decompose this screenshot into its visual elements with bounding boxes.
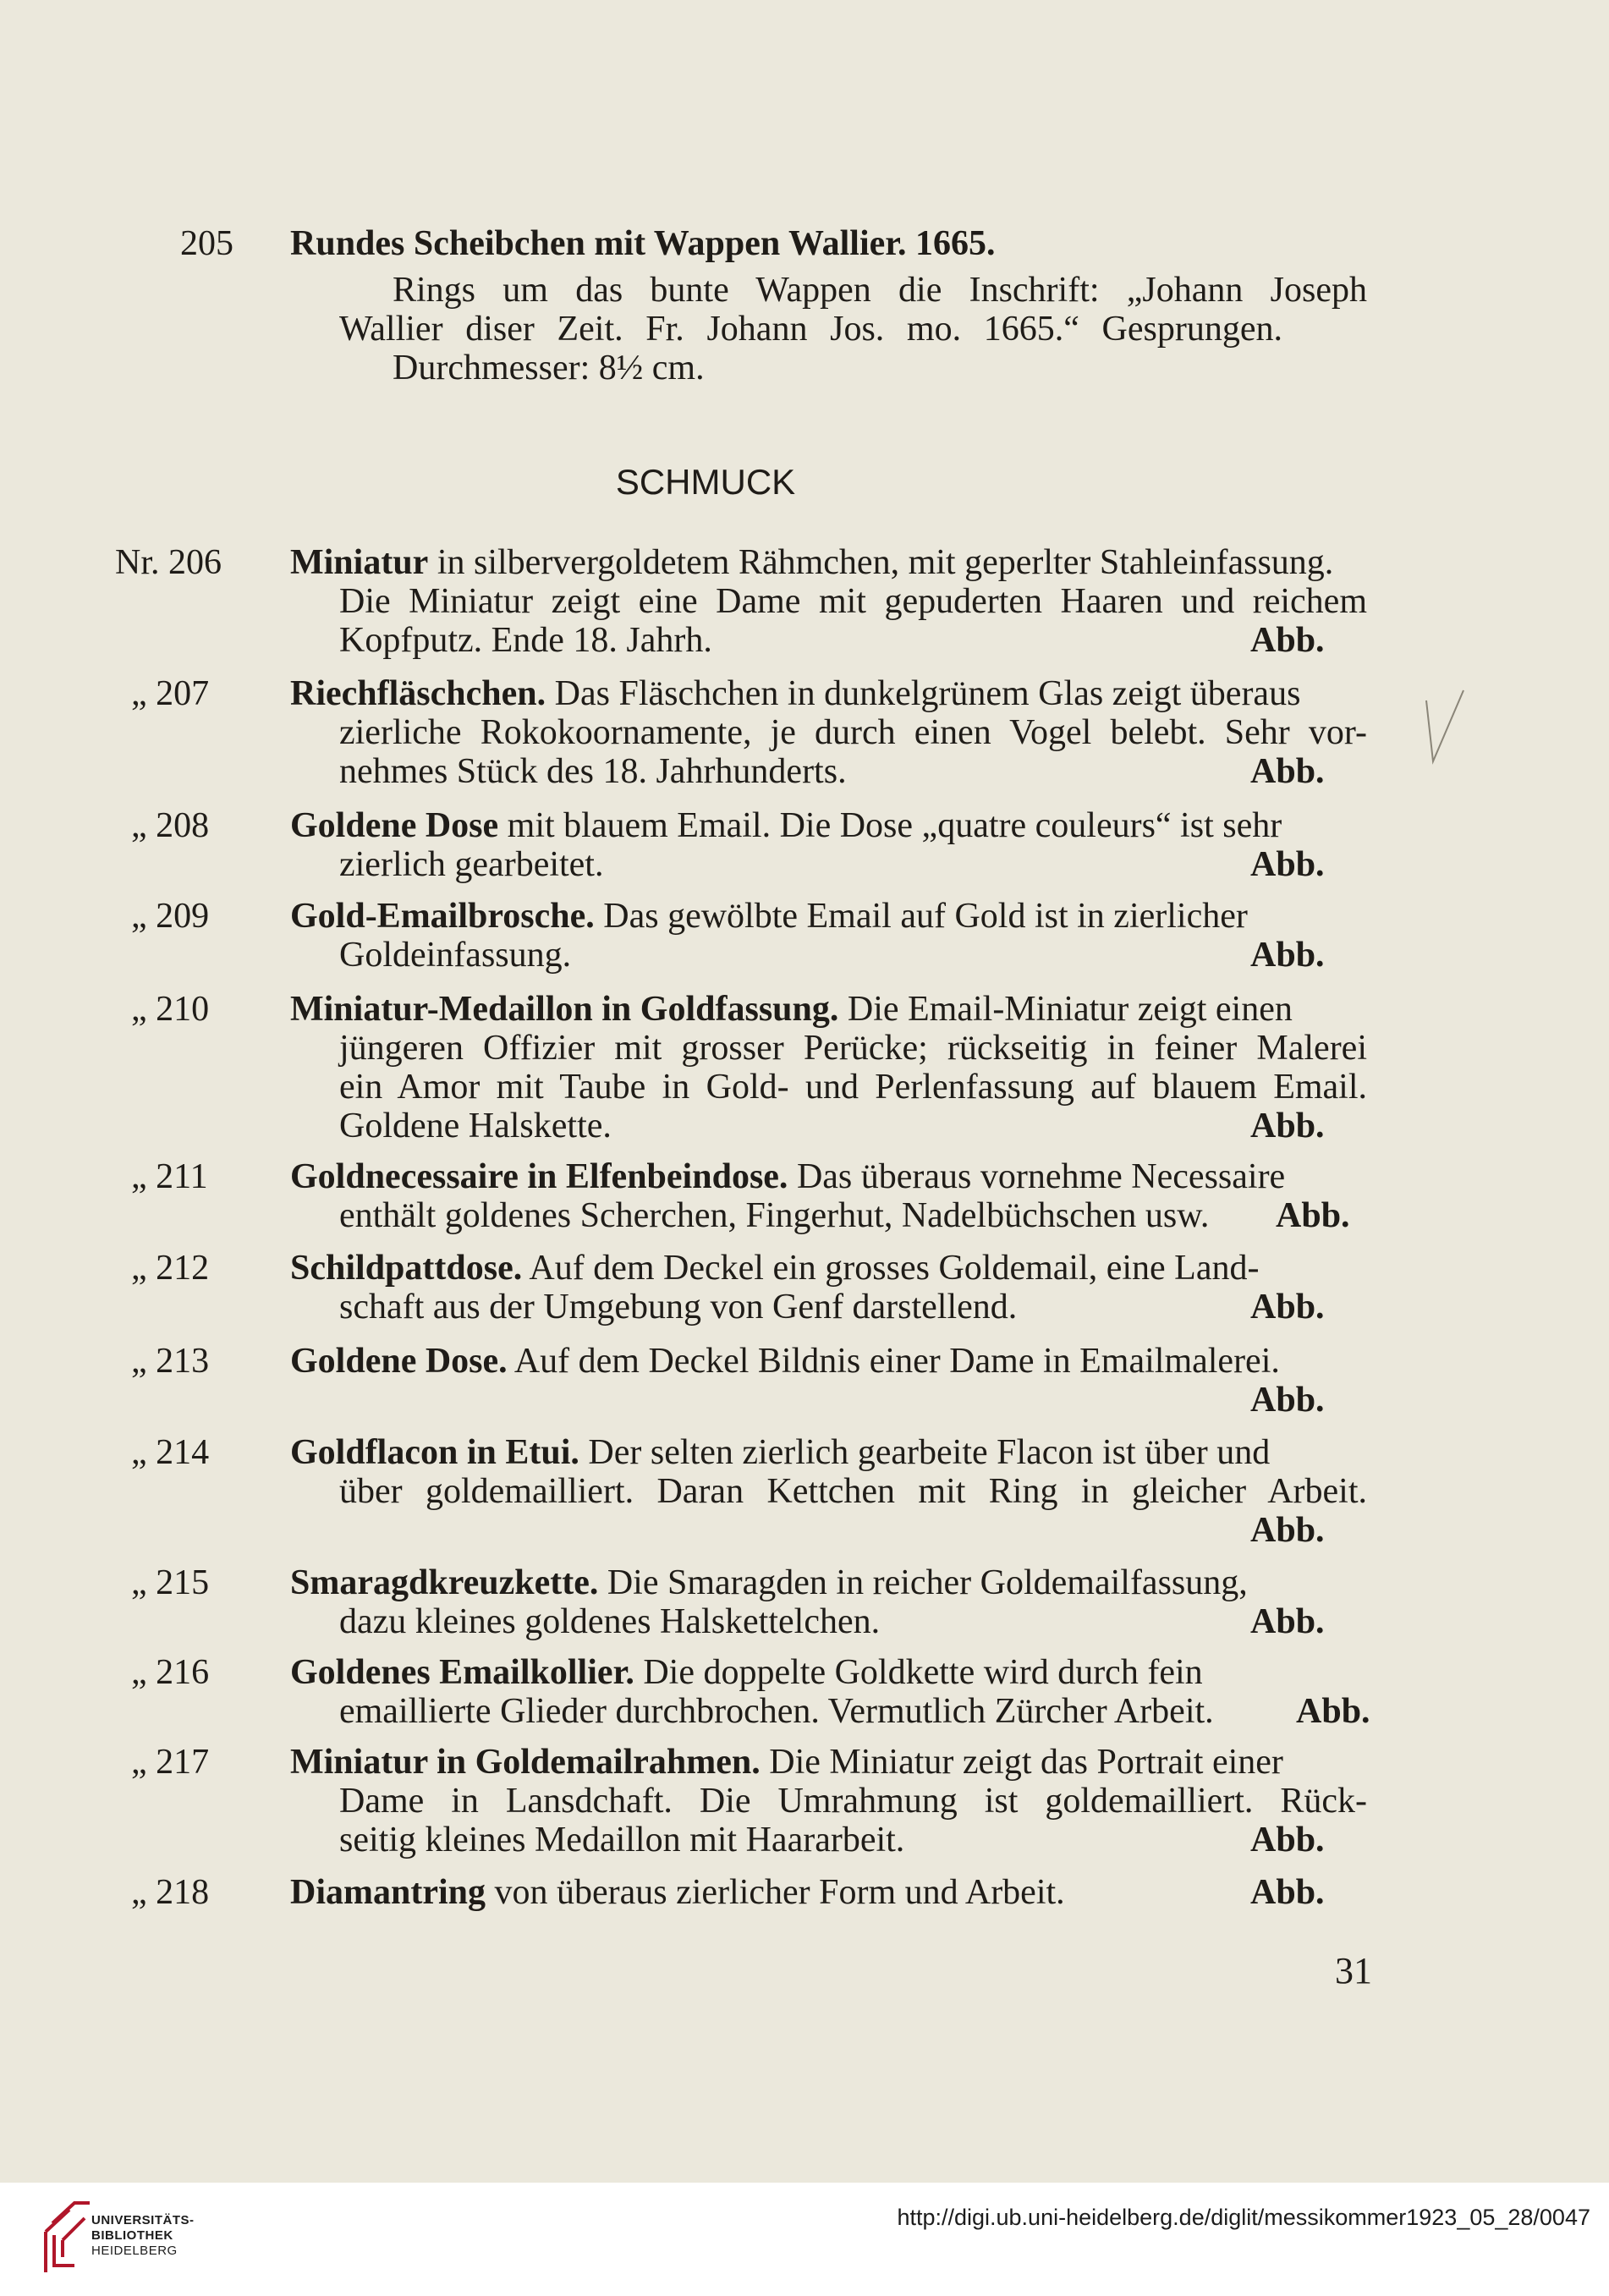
entry-text-line: nehmes Stück des 18. Jahrhunderts. bbox=[339, 752, 847, 791]
entry-title: Smaragdkreuzkette. bbox=[290, 1563, 599, 1602]
abb-label: Abb. bbox=[1296, 1692, 1370, 1731]
entry-title-line: Goldenes Emailkollier. Die doppelte Goldkette wird durch fein bbox=[290, 1653, 1203, 1692]
entry-title-line: Goldflacon in Etui. Der selten zierlich gearbeite Flacon ist über und bbox=[290, 1433, 1271, 1472]
entry-title: Goldene Dose bbox=[290, 806, 499, 845]
source-url[interactable]: http://digi.ub.uni-heidelberg.de/diglit/messikommer1923_05_28/0047 bbox=[897, 2205, 1590, 2230]
entry-text-line: enthält goldenes Scherchen, Fingerhut, Nadelbüchschen usw. bbox=[339, 1196, 1210, 1235]
entry-text-line: schaft aus der Umgebung von Genf darstellend. bbox=[339, 1288, 1018, 1327]
abb-label: Abb. bbox=[1250, 1381, 1325, 1420]
entry-text-line: emaillierte Glieder durchbrochen. Vermutlich Zürcher Arbeit. bbox=[339, 1692, 1214, 1731]
entry-title: Gold-Emailbrosche. bbox=[290, 897, 595, 936]
entry-title-line: Goldene Dose mit blauem Email. Die Dose „quatre couleurs“ ist sehr bbox=[290, 806, 1282, 845]
entry-text-line: seitig kleines Medaillon mit Haararbeit. bbox=[339, 1821, 905, 1859]
abb-label: Abb. bbox=[1250, 936, 1325, 975]
abb-label: Abb. bbox=[1250, 845, 1325, 884]
entry-title-line: Goldene Dose. Auf dem Deckel Bildnis einer Dame in Emailmalerei. bbox=[290, 1342, 1280, 1381]
entry-title-line: Miniatur in Goldemailrahmen. Die Miniatur zeigt das Portrait einer bbox=[290, 1743, 1283, 1782]
entry-text-line: zierlich gearbeitet. bbox=[339, 845, 604, 884]
entry-title: Goldene Dose. bbox=[290, 1342, 508, 1381]
entry-title: Riechfläschchen. bbox=[290, 674, 546, 713]
abb-label: Abb. bbox=[1250, 1873, 1325, 1912]
entry-text-line: über goldemailliert. Daran Kettchen mit Ring in gleicher Arbeit. bbox=[339, 1472, 1367, 1511]
entry-title: Rundes Scheibchen mit Wappen Wallier. 1665. bbox=[290, 224, 996, 263]
abb-label: Abb. bbox=[1250, 621, 1325, 660]
entry-text-line: Rings um das bunte Wappen die Inschrift: „Johann Joseph bbox=[393, 271, 1367, 310]
entry-number: „ 211 bbox=[131, 1157, 208, 1196]
entry-title-line: Smaragdkreuzkette. Die Smaragden in reicher Goldemailfassung, bbox=[290, 1563, 1248, 1602]
entry-title: Miniatur in Goldemailrahmen. bbox=[290, 1743, 761, 1782]
entry-title-line: Gold-Emailbrosche. Das gewölbte Email auf Gold ist in zierlicher bbox=[290, 897, 1248, 936]
entry-number: „ 217 bbox=[131, 1743, 210, 1782]
entry-title-line: Riechfläschchen. Das Fläschchen in dunkelgrünem Glas zeigt überaus bbox=[290, 674, 1301, 713]
entry-title: Diamantring bbox=[290, 1873, 486, 1912]
entry-number: „ 212 bbox=[131, 1249, 210, 1288]
page-number: 31 bbox=[1335, 1950, 1372, 1991]
entry-title-line: Miniatur-Medaillon in Goldfassung. Die Email-Miniatur zeigt einen bbox=[290, 990, 1293, 1029]
entry-text-line: zierliche Rokokoornamente, je durch einen Vogel belebt. Sehr vor- bbox=[339, 713, 1367, 752]
entry-number: Nr. 206 bbox=[115, 543, 222, 582]
abb-label: Abb. bbox=[1250, 1602, 1325, 1641]
entry-number: „ 208 bbox=[131, 806, 210, 845]
entry-number: „ 218 bbox=[131, 1873, 210, 1912]
entry-title: Goldflacon in Etui. bbox=[290, 1433, 579, 1472]
abb-label: Abb. bbox=[1250, 1288, 1325, 1327]
entry-title: Miniatur bbox=[290, 543, 429, 582]
pencil-mark bbox=[1421, 684, 1472, 777]
entry-title-line: Diamantring von überaus zierlicher Form und Arbeit. bbox=[290, 1873, 1065, 1912]
entry-number: „ 207 bbox=[131, 674, 210, 713]
entry-title: Goldnecessaire in Elfenbeindose. bbox=[290, 1157, 788, 1196]
entry-title-line: Miniatur in silbervergoldetem Rähmchen, mit geperlter Stahleinfassung. bbox=[290, 543, 1334, 582]
entry-text-line: Dame in Lansdchaft. Die Umrahmung ist goldemailliert. Rück- bbox=[339, 1782, 1367, 1821]
entry-text-line: ein Amor mit Taube in Gold- und Perlenfassung auf blauem Email. bbox=[339, 1068, 1367, 1107]
entry-title-line: Schildpattdose. Auf dem Deckel ein grosses Goldemail, eine Land- bbox=[290, 1249, 1260, 1288]
library-name: UNIVERSITÄTS- BIBLIOTHEK HEIDELBERG bbox=[91, 2213, 195, 2258]
entry-text-line: Goldeinfassung. bbox=[339, 936, 572, 975]
entry-text-line: Die Miniatur zeigt eine Dame mit gepuderten Haaren und reichem bbox=[339, 582, 1367, 621]
abb-label: Abb. bbox=[1276, 1196, 1350, 1235]
footer-bar bbox=[0, 2183, 1609, 2296]
abb-label: Abb. bbox=[1250, 1107, 1325, 1145]
entry-title: Schildpattdose. bbox=[290, 1249, 523, 1288]
abb-label: Abb. bbox=[1250, 1821, 1325, 1859]
entry-text-line: jüngeren Offizier mit grosser Perücke; rückseitig in feiner Malerei bbox=[339, 1029, 1367, 1068]
entry-title: Miniatur-Medaillon in Goldfassung. bbox=[290, 990, 839, 1029]
abb-label: Abb. bbox=[1250, 1511, 1325, 1550]
entry-text-line: dazu kleines goldenes Halskettelchen. bbox=[339, 1602, 881, 1641]
entry-number: „ 209 bbox=[131, 897, 210, 936]
entry-text-line: Wallier diser Zeit. Fr. Johann Jos. mo. 1665.“ Gesprungen. bbox=[339, 310, 1282, 349]
entry-number: „ 216 bbox=[131, 1653, 210, 1692]
entry-number: „ 215 bbox=[131, 1563, 210, 1602]
entry-title-line bbox=[290, 224, 996, 263]
library-logo-icon bbox=[41, 2198, 93, 2279]
entry-text-line: Durchmesser: 8½ cm. bbox=[393, 349, 705, 387]
entry-text-line: Goldene Halskette. bbox=[339, 1107, 612, 1145]
entry-number: „ 213 bbox=[131, 1342, 210, 1381]
entry-text-line: Kopfputz. Ende 18. Jahrh. bbox=[339, 621, 712, 660]
section-heading: SCHMUCK bbox=[615, 462, 796, 502]
entry-number: „ 214 bbox=[131, 1433, 210, 1472]
entry-number: 205 bbox=[180, 224, 233, 263]
entry-title: Goldenes Emailkollier. bbox=[290, 1653, 634, 1692]
entry-number: „ 210 bbox=[131, 990, 210, 1029]
entry-title-line: Goldnecessaire in Elfenbeindose. Das überaus vornehme Necessaire bbox=[290, 1157, 1286, 1196]
abb-label: Abb. bbox=[1250, 752, 1325, 791]
